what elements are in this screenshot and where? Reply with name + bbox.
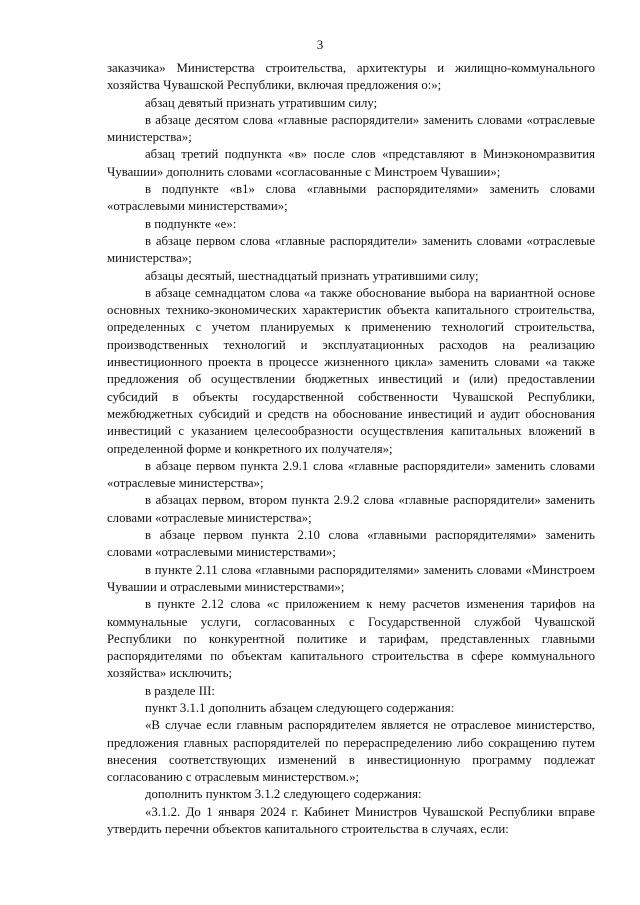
paragraph-9: в абзаце семнадцатом слова «а также обоснование выбора на вариантной основе основных технико-экономических характеристик объекта капитального строительства, определенных с учетом планируемых к применению технологий строительства, производственных технологий и эксплуатационных расходов на реализацию инвестиционного проекта в процессе жизненного цикла» заменить словами «а также предложения об осуществлении бюджетных инвестиций и (или) предоставлении субсидий в объекты государственной собственности Чувашской Республики, межбюджетных субсидий и средств на обоснование инвестиций и аудит обоснования инвестиций с указанием целесообразности осуществления капитальных вложений в определенной форме и конкретного их получателя»; xyxy=(107,285,595,456)
paragraph-15: в разделе III: xyxy=(145,683,215,698)
paragraph-19: «3.1.2. До 1 января 2024 г. Кабинет Министров Чувашской Республики вправе утвердить перечни объектов капитального строительства в случаях, если: xyxy=(107,804,595,837)
paragraph-16: пункт 3.1.1 дополнить абзацем следующего содержания: xyxy=(145,700,455,715)
paragraph-17: «В случае если главным распорядителем является не отраслевое министерство, предложения главных распорядителей по перераспределению либо сокращению путем внесения соответствующих изменений в инвестиционную программу подлежат согласованию с отраслевым министерством.»; xyxy=(107,718,595,785)
paragraph-11: в абзацах первом, втором пункта 2.9.2 слова «главные распорядители» заменить словами «отраслевые министерства»; xyxy=(107,493,595,525)
paragraph-6: в подпункте «е»: xyxy=(145,216,237,231)
paragraph-8: абзацы десятый, шестнадцатый признать утратившими силу; xyxy=(145,268,479,283)
document-body xyxy=(107,60,595,838)
paragraph-2: абзац девятый признать утратившим силу; xyxy=(145,95,378,110)
paragraph-13: в пункте 2.11 слова «главными распорядителями» заменить словами «Минстроем Чувашии и отраслевыми министерствами»; xyxy=(107,562,595,594)
paragraph-1: заказчика» Министерства строительства, архитектуры и жилищно-коммунального хозяйства Чувашской Республики, включая предложения о:»; xyxy=(107,61,595,93)
paragraph-3: в абзаце десятом слова «главные распорядители» заменить словами «отраслевые министерства»; xyxy=(107,112,595,145)
paragraph-14: в пункте 2.12 слова «с приложением к нему расчетов изменения тарифов на коммунальные услуги, согласованных с Государственной службой Чувашской Республики по конкурентной политике и тарифам, представленных главными распорядителями по объектам капитального строительства в сфере коммунального хозяйства» исключить; xyxy=(107,597,595,681)
paragraph-18: дополнить пунктом 3.1.2 следующего содержания: xyxy=(145,787,422,802)
paragraph-10: в абзаце первом пункта 2.9.1 слова «главные распорядители» заменить словами «отраслевые министерства»; xyxy=(107,458,595,491)
paragraph-7: в абзаце первом слова «главные распорядители» заменить словами «отраслевые министерства»; xyxy=(107,233,595,266)
paragraph-5: в подпункте «в1» слова «главными распорядителями» заменить словами «отраслевыми министерствами»; xyxy=(107,182,595,214)
page-number: 3 xyxy=(316,37,324,52)
paragraph-4: абзац третий подпункта «в» после слов «представляют в Минэкономразвития Чувашии» дополнить словами «согласованные с Минстроем Чувашии»; xyxy=(107,147,595,179)
paragraph-12: в абзаце первом пункта 2.10 слова «главными распорядителями» заменить словами «отраслевыми министерствами»; xyxy=(107,528,595,560)
